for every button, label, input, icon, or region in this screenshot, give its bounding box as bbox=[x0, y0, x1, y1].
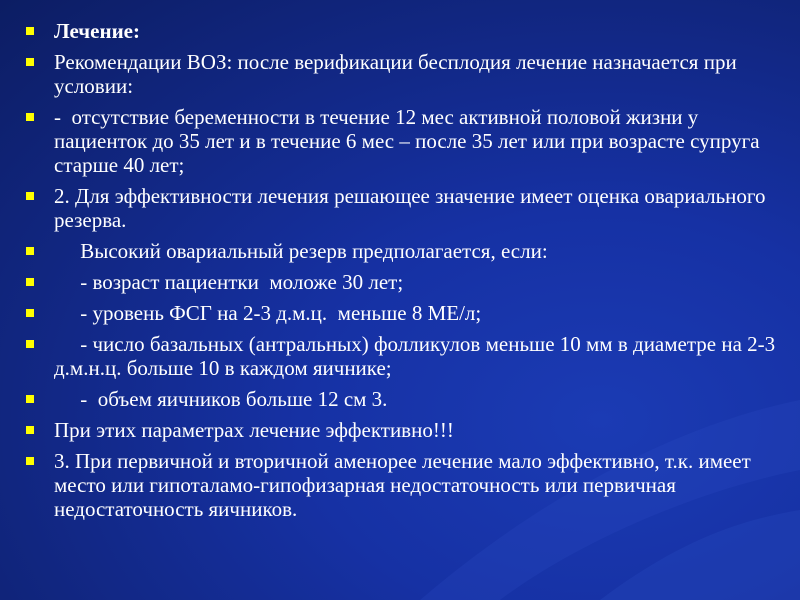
item-text: - объем яичников больше 12 см 3. bbox=[54, 387, 388, 411]
item-text: 3. При первичной и вторичной аменорее лечение мало эффективно, т.к. имеет место или гипоталамо-гипофизарная недостаточность или первичная недостаточность яичников. bbox=[54, 449, 757, 521]
list-item bbox=[20, 301, 790, 325]
square-bullet-icon bbox=[26, 247, 34, 255]
item-text: - уровень ФСГ на 2-3 д.м.ц. меньше 8 МЕ/л; bbox=[54, 301, 482, 325]
list-item bbox=[20, 418, 790, 442]
square-bullet-icon bbox=[26, 457, 34, 465]
item-text: Рекомендации ВОЗ: после верификации бесплодия лечение назначается при условии: bbox=[54, 50, 742, 98]
item-text: При этих параметрах лечение эффективно!!! bbox=[54, 418, 454, 442]
list-item bbox=[20, 105, 790, 177]
square-bullet-icon bbox=[26, 426, 34, 434]
bullet-list bbox=[20, 19, 790, 528]
item-text: 2. Для эффективности лечения решающее значение имеет оценка овариального резерва. bbox=[54, 184, 771, 232]
square-bullet-icon bbox=[26, 395, 34, 403]
square-bullet-icon bbox=[26, 113, 34, 121]
list-item bbox=[20, 387, 790, 411]
square-bullet-icon bbox=[26, 58, 34, 66]
item-text: - отсутствие беременности в течение 12 мес активной половой жизни у пациенток до 35 лет и в течение 6 мес – после 35 лет или при возрасте супруга старше 40 лет; bbox=[54, 105, 765, 177]
square-bullet-icon bbox=[26, 340, 34, 348]
list-item bbox=[20, 239, 790, 263]
square-bullet-icon bbox=[26, 192, 34, 200]
square-bullet-icon bbox=[26, 27, 34, 35]
list-item bbox=[20, 449, 790, 521]
item-text: - число базальных (антральных) фолликулов меньше 10 мм в диаметре на 2-3 д.м.н.ц. больше 10 в каждом яичнике; bbox=[54, 332, 781, 380]
square-bullet-icon bbox=[26, 278, 34, 286]
list-item bbox=[20, 19, 790, 43]
item-text: Лечение: bbox=[54, 19, 140, 43]
list-item bbox=[20, 50, 790, 98]
list-item bbox=[20, 270, 790, 294]
square-bullet-icon bbox=[26, 309, 34, 317]
list-item bbox=[20, 184, 790, 232]
item-text: Высокий овариальный резерв предполагается, если: bbox=[54, 239, 548, 263]
item-text: - возраст пациентки моложе 30 лет; bbox=[54, 270, 404, 294]
list-item bbox=[20, 332, 790, 380]
